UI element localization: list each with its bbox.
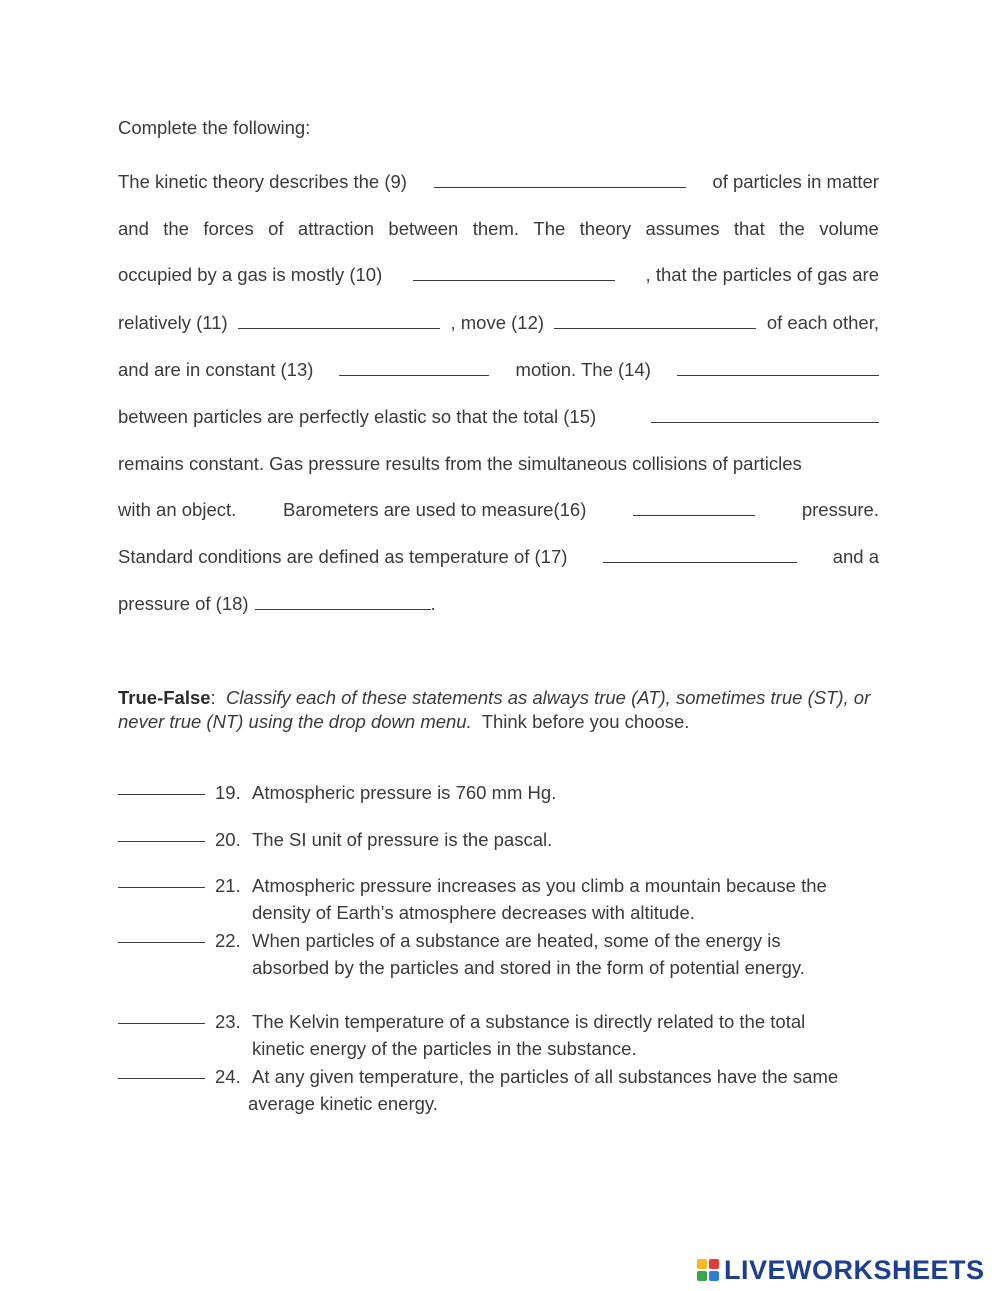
word: forces [203,218,254,239]
word: them. [472,218,520,239]
item-text: Atmospheric pressure increases as you climb a mountain because the [252,875,827,896]
paragraph-line-6 [118,405,879,429]
text-segment: , that the particles of gas are [645,264,879,285]
logo-mark-icon [697,1259,719,1281]
answer-dropdown[interactable] [118,887,205,888]
instruction-tail: Think before you choose. [481,711,690,732]
blank-18-input[interactable] [255,595,431,610]
blank-9-input[interactable] [434,173,686,188]
word: the [779,218,805,239]
item-text: When particles of a substance are heated, some of the energy is [252,930,781,951]
text-segment: pressure of (18) [118,593,249,614]
section-heading: Complete the following: [118,117,311,138]
logo-square [697,1271,707,1281]
true-false-instructions [118,686,888,734]
blank-11-input[interactable] [238,314,440,329]
blank-14-input[interactable] [677,361,879,376]
text-segment: occupied by a gas is mostly (10) [118,264,383,285]
word: and [118,218,149,239]
blank-17-input[interactable] [603,548,797,563]
item-text: The Kelvin temperature of a substance is directly related to the total [252,1011,806,1032]
word: the [163,218,189,239]
item-number: 24. [215,1066,241,1087]
item-text-continued: density of Earth’s atmosphere decreases with altitude. [252,902,695,923]
text-segment: and a [832,546,879,567]
paragraph-line-8 [118,498,879,522]
item-text: Atmospheric pressure is 760 mm Hg. [252,782,557,803]
blank-15-input[interactable] [651,408,879,423]
paragraph-line-10 [118,592,879,616]
item-text-continued: kinetic energy of the particles in the substance. [252,1038,637,1059]
item-number: 21. [215,875,241,896]
liveworksheets-logo [697,1254,985,1286]
text-segment: Standard conditions are defined as temperature of (17) [118,546,568,567]
paragraph-line-3 [118,263,879,287]
blank-12-input[interactable] [554,314,756,329]
text-segment: of particles in matter [712,171,879,192]
item-number: 20. [215,829,241,850]
true-false-label: True-False [118,687,211,708]
word: attraction [297,218,375,239]
paragraph-line-1 [118,170,879,194]
paragraph-line-7 [118,452,879,476]
instruction-text: Classify each of these statements as always true (AT), sometimes true (ST), or never true (NT) using the drop down menu. [118,687,871,732]
item-text-continued: average kinetic energy. [248,1093,438,1114]
paragraph-line-9 [118,545,879,569]
answer-dropdown[interactable] [118,1023,205,1024]
item-number: 19. [215,782,241,803]
answer-dropdown[interactable] [118,1078,205,1079]
text-segment: motion. The (14) [515,359,651,380]
item-text: The SI unit of pressure is the pascal. [252,829,553,850]
paragraph-line-2 [118,217,879,241]
blank-10-input[interactable] [413,266,615,281]
text-segment: pressure. [801,499,879,520]
word: volume [819,218,879,239]
answer-dropdown[interactable] [118,942,205,943]
logo-square [709,1259,719,1269]
logo-square [709,1271,719,1281]
word: assumes [645,218,720,239]
text-segment: relatively (11) [118,312,228,333]
text-segment: Barometers are used to measure(16) [283,499,587,520]
item-number: 23. [215,1011,241,1032]
logo-square [697,1259,707,1269]
word: of [268,218,284,239]
word: theory [579,218,632,239]
item-text: At any given temperature, the particles of all substances have the same [252,1066,839,1087]
answer-dropdown[interactable] [118,841,205,842]
blank-16-input[interactable] [633,501,755,516]
colon: : [210,687,216,708]
text-segment: of each other, [766,312,879,333]
text-segment: between particles are perfectly elastic so that the total (15) [118,406,597,427]
logo-text: LIVEWORKSHEETS [724,1254,985,1285]
word: between [388,218,459,239]
answer-dropdown[interactable] [118,794,205,795]
text-segment: . [430,593,436,614]
text-segment: The kinetic theory describes the (9) [118,171,407,192]
blank-13-input[interactable] [339,361,489,376]
text-segment: with an object. [118,499,237,520]
word: that [733,218,765,239]
item-number: 22. [215,930,241,951]
text-segment: and are in constant (13) [118,359,314,380]
item-text-continued: absorbed by the particles and stored in the form of potential energy. [252,957,805,978]
paragraph-line-4 [118,311,879,335]
text-segment: remains constant. Gas pressure results from the simultaneous collisions of particles [118,453,802,474]
paragraph-line-5 [118,358,879,382]
text-segment: , move (12) [450,312,545,333]
word: The [533,218,566,239]
